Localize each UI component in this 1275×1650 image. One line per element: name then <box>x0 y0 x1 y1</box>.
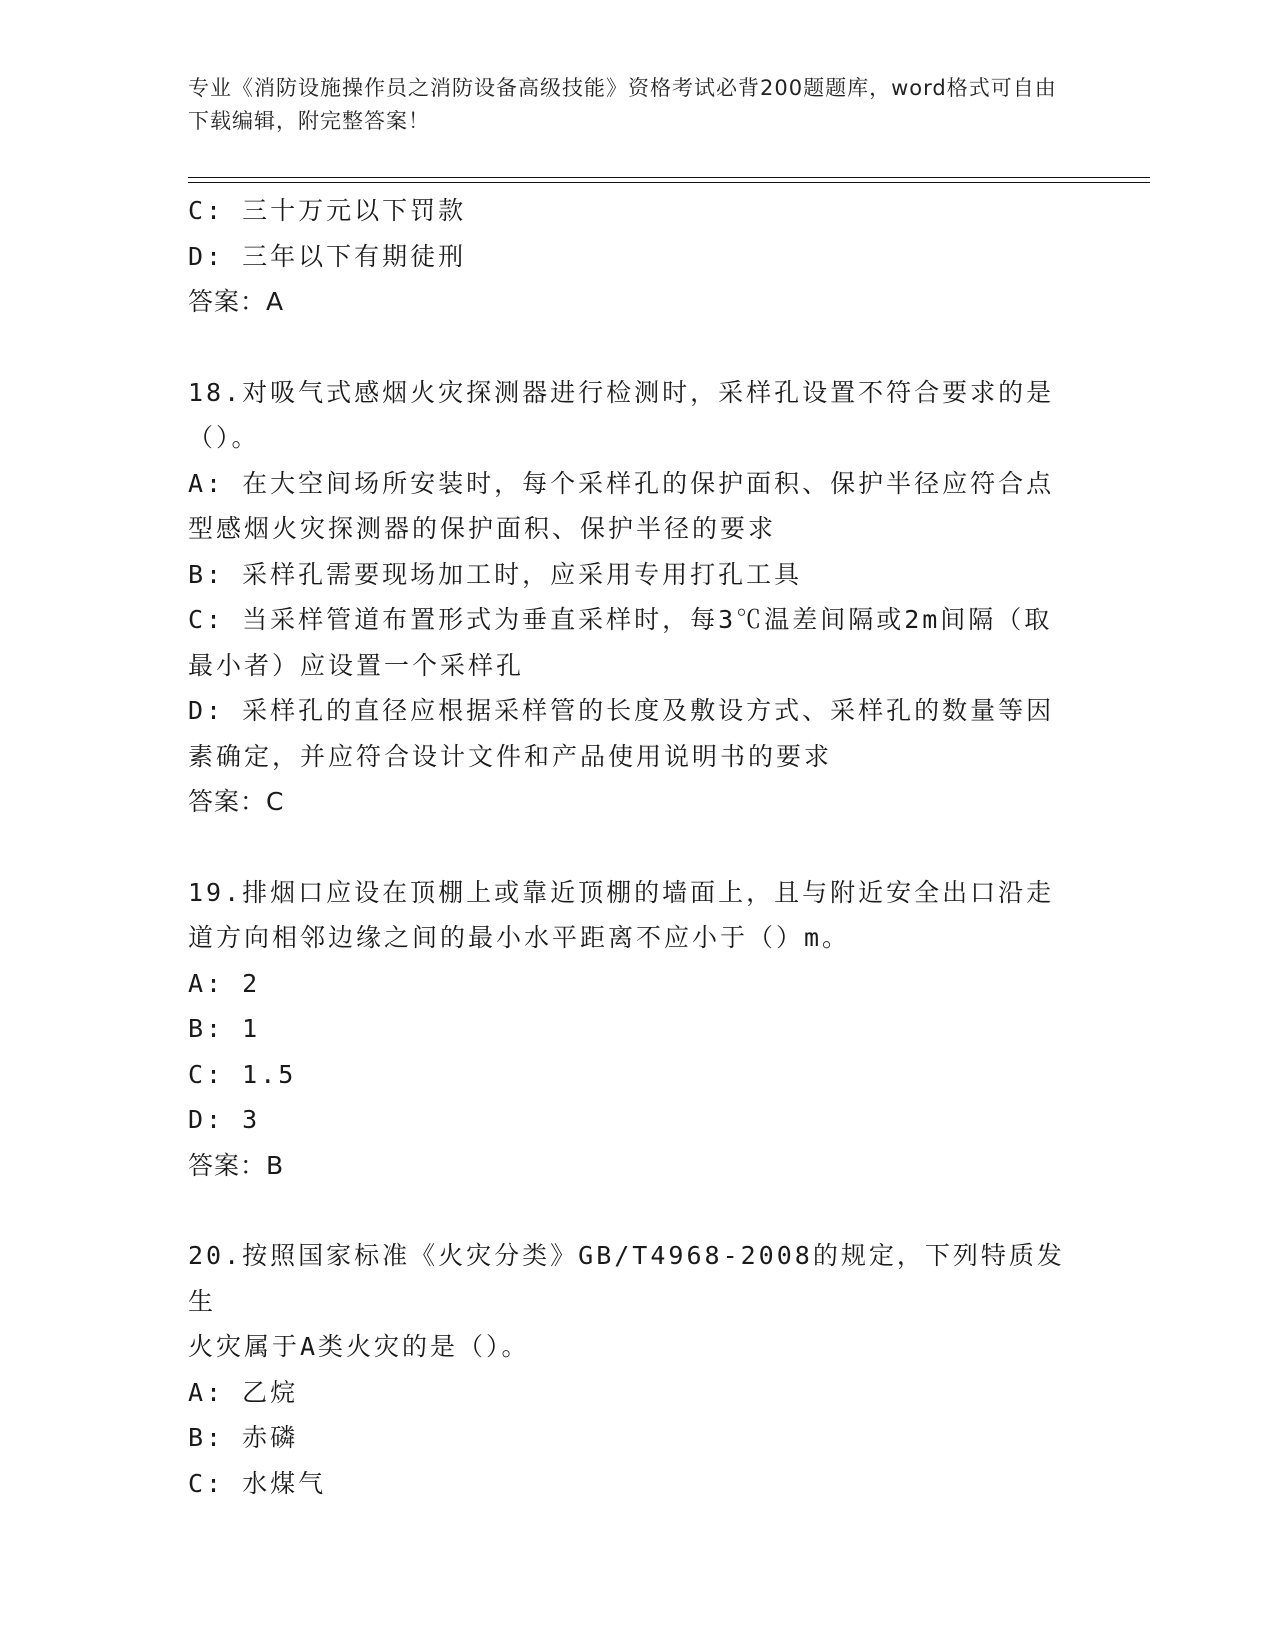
option-d: D: 采样孔的直径应根据采样管的长度及敷设方式、采样孔的数量等因 <box>188 696 1055 725</box>
option-b: B: 采样孔需要现场加工时，应采用专用打孔工具 <box>188 559 803 589</box>
option-d: D: 三年以下有期徒刑 <box>188 241 467 271</box>
option-c: C: 1.5 <box>188 1059 297 1089</box>
answer-line <box>188 279 1088 325</box>
question-19 <box>188 870 1088 1189</box>
page-header: 专业《消防设施操作员之消防设备高级技能》资格考试必背200题题库，word格式可自由下载编辑，附完整答案！ <box>188 76 1057 133</box>
answer-value: C <box>266 787 285 816</box>
option-d-cont: 素确定，并应符合设计文件和产品使用说明书的要求 <box>188 741 833 771</box>
header-rule-bottom <box>188 182 1150 183</box>
option-a: A: 乙烷 <box>188 1377 299 1407</box>
question-stem-line: 火灾属于A类火灾的是（）。 <box>188 1332 530 1361</box>
header-rule-top <box>188 177 1150 178</box>
answer-label: 答案： <box>188 287 267 316</box>
question-stem-line: 道方向相邻边缘之间的最小水平距离不应小于（）m。 <box>188 923 851 952</box>
option-a: A: 2 <box>188 968 261 998</box>
answer-label: 答案： <box>188 787 267 816</box>
option-b: B: 赤磷 <box>188 1423 299 1452</box>
answer-label: 答案： <box>188 1150 267 1180</box>
question-stem-line: （）。 <box>188 423 260 452</box>
answer-value: B <box>266 1150 285 1180</box>
option-c: C: 三十万元以下罚款 <box>188 196 467 225</box>
option-c: C: 水煤气 <box>188 1468 327 1498</box>
question-stem-line: 18.对吸气式感烟火灾探测器进行检测时，采样孔设置不符合要求的是 <box>188 377 1055 407</box>
question-18 <box>188 370 1088 825</box>
option-c-cont: 最小者）应设置一个采样孔 <box>188 650 525 680</box>
question-20 <box>188 1233 1088 1506</box>
question-stem-line: 19.排烟口应设在顶棚上或靠近顶棚的墙面上，且与附近安全出口沿走 <box>188 877 1055 907</box>
answer-line <box>188 779 1088 825</box>
answer-line <box>188 1143 1088 1189</box>
option-a: A: 在大空间场所安装时，每个采样孔的保护面积、保护半径应符合点 <box>188 468 1055 498</box>
option-d: D: 3 <box>188 1105 261 1134</box>
question-stem-line: 20.按照国家标准《火灾分类》GB/T4968-2008的规定，下列特质发生 <box>188 1241 1065 1316</box>
answer-value: A <box>266 287 285 316</box>
document-content <box>188 188 1088 1506</box>
option-a-cont: 型感烟火灾探测器的保护面积、保护半径的要求 <box>188 514 777 543</box>
option-c: C: 当采样管道布置形式为垂直采样时，每3℃温差间隔或2m间隔（取 <box>188 605 1053 634</box>
question-17-tail <box>188 188 1088 325</box>
option-b: B: 1 <box>188 1014 261 1043</box>
